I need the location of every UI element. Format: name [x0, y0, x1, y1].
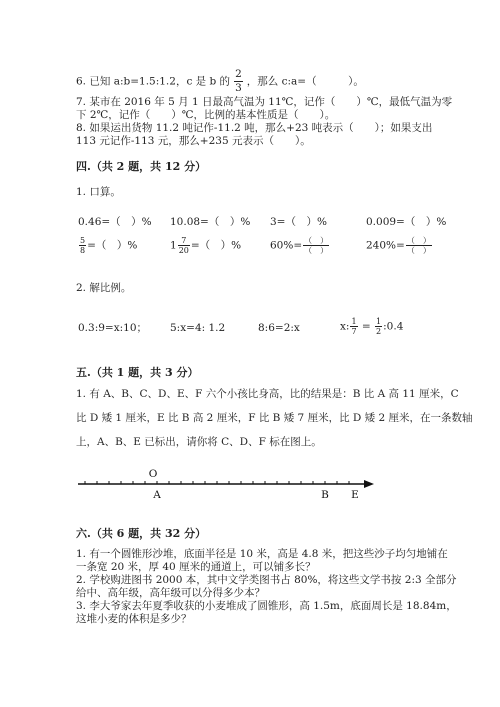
- height-question-line-1: 1. 有 A、B、C、D、E、F 六个小孩比身高，比的结果是：B 比 A 高 11 厘米，C: [76, 388, 459, 400]
- fraction: [350, 317, 357, 336]
- word-problem-line: 2. 学校购进图书 2000 本，其中文学类图书占 80%，将这些文学书按 2:3 全部分: [76, 574, 457, 586]
- point-label-b: B: [321, 489, 329, 501]
- number-line-arrow: [364, 480, 374, 488]
- ratio-text: x:: [340, 320, 350, 333]
- fraction-numerator: （ ）: [304, 236, 329, 245]
- oral-item: 0.009=（ ）%: [366, 216, 447, 228]
- question-8-line-1: 8. 如果运出货物 11.2 吨记作-11.2 吨，那么+23 吨表示（ ）；如果支出: [76, 122, 433, 134]
- point-label-a: A: [153, 489, 161, 501]
- question-7-line-1: 7. 某市在 2016 年 5 月 1 日最高气温为 11℃，记作（ ）℃，最低气温为零: [76, 96, 453, 108]
- question-6-text-a: 6. 已知 a:b=1.5:1.2，c 是 b 的: [76, 75, 231, 88]
- height-question-line-2: 比 D 矮 1 厘米，E 比 B 高 2 厘米，F 比 B 矮 7 厘米，比 D 矮 2 厘米，在一条数轴: [76, 412, 473, 424]
- ratio-text: :0.4: [383, 320, 404, 333]
- fraction-numerator: 7: [178, 236, 190, 246]
- number-line: [0, 460, 500, 505]
- ratio-item: 8:6=2:x: [258, 322, 300, 334]
- oral-item: [78, 236, 137, 255]
- oral-item: 3=（ ）%: [270, 216, 327, 228]
- fraction-denominator: 8: [80, 246, 86, 255]
- word-problem-line: 3. 李大爷家去年夏季收获的小麦堆成了圆锥形，高 1.5m，底面周长是 18.84m，: [76, 600, 457, 612]
- mixed-number-whole: 1: [170, 239, 177, 252]
- fraction-two-thirds: [234, 68, 243, 95]
- ratio-item: [340, 317, 403, 336]
- oral-item: 10.08=（ ）%: [170, 216, 251, 228]
- fraction-denominator: 2: [376, 327, 382, 336]
- height-question-line-3: 上，A、B、E 已标出，请你将 C、D、F 标在图上。: [76, 436, 322, 448]
- fraction-denominator: 20: [178, 246, 189, 255]
- oral-item: [270, 236, 330, 255]
- oral-calc-label: 1. 口算。: [76, 186, 121, 198]
- fraction: [406, 236, 432, 255]
- word-problem-line: 给中、高年级，高年级可以分得多少本？: [76, 587, 265, 599]
- fraction-numerator: （ ）: [406, 236, 431, 245]
- fraction: [375, 317, 382, 336]
- section-4-title: 四.（共 2 题，共 12 分）: [76, 160, 207, 173]
- fraction-numerator: 5: [80, 236, 86, 245]
- oral-answer-text: =（ ）%: [87, 239, 138, 252]
- fraction: [303, 236, 329, 255]
- fraction-denominator: 3: [235, 82, 242, 94]
- word-problem-line: 1. 有一个圆锥形沙堆，底面半径是 10 米，高是 4.8 米，把这些沙子均匀地铺在: [76, 548, 448, 560]
- oral-item: [170, 236, 241, 255]
- ratio-item: 5:x=4: 1.2: [170, 322, 226, 334]
- solve-ratio-label: 2. 解比例。: [76, 282, 132, 294]
- question-7-line-2: 下 2℃，记作（ ）℃，比例的基本性质是（ ）。: [76, 109, 336, 121]
- section-6-title: 六.（共 6 题，共 32 分）: [76, 527, 207, 540]
- oral-item: 0.46=（ ）%: [78, 216, 152, 228]
- oral-answer-text: 240%=: [366, 239, 405, 252]
- fraction-numerator: 1: [376, 317, 382, 326]
- fraction-numerator: 2: [235, 68, 242, 80]
- origin-label: O: [148, 468, 158, 480]
- oral-answer-text: 60%=: [270, 239, 303, 252]
- fraction: [178, 236, 190, 255]
- word-problem-line: 这堆小麦的体积是多少？: [76, 613, 192, 625]
- question-6-text-b: ，那么 c:a=（ ）。: [246, 75, 364, 88]
- word-problem-line: 一条宽 20 米，厚 40 厘米的通道上，可以铺多长？: [76, 561, 316, 573]
- point-label-e: E: [351, 489, 359, 501]
- fraction-denominator: （ ）: [406, 246, 431, 255]
- fraction-denominator: 7: [351, 327, 357, 336]
- oral-item: [366, 236, 433, 255]
- question-8-line-2: 113 元记作-113 元，那么+235 元表示（ ）。: [76, 135, 311, 147]
- fraction: [79, 236, 86, 255]
- fraction-numerator: 1: [351, 317, 357, 326]
- ratio-item: 0.3:9=x:10；: [78, 322, 148, 334]
- ratio-text: =: [358, 320, 375, 333]
- oral-answer-text: =（ ）%: [190, 239, 242, 252]
- question-6: [76, 68, 364, 95]
- section-5-title: 五.（共 1 题，共 3 分）: [76, 366, 199, 379]
- fraction-denominator: （ ）: [304, 246, 329, 255]
